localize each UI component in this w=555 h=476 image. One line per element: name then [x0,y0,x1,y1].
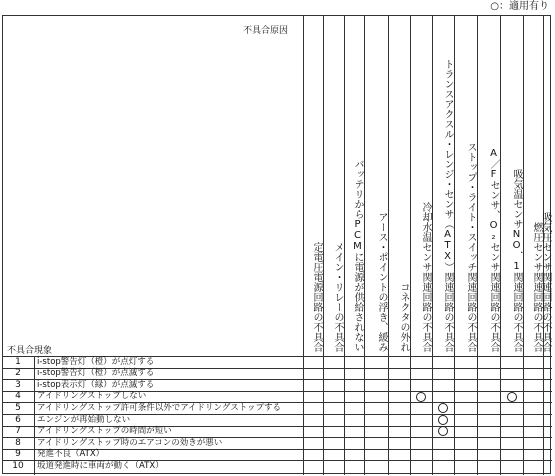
cause-header-3: バッテリからPCMに電源が供給されない [352,159,363,352]
cause-header-5: コネクタの外れ [398,282,409,352]
row-number: 2 [15,368,21,379]
symptom-text: 発進不良（ATX） [37,449,105,460]
symptom-header-label: 不具合現象 [7,346,53,356]
row-number: 7 [15,426,21,437]
cause-header-9: A／Fセンサ、O₂センサ関連回路の不具合 [488,148,499,352]
symptom-text: アイドリングストップ許可条件以外でアイドリングストップする [37,402,281,413]
cause-header-11: 燃圧センサ関連回路の不具合 [531,222,542,352]
applicable-mark-icon [438,415,448,425]
cause-header-label: 不具合原因 [242,26,288,36]
row-number: 1 [15,356,21,367]
cause-header-10: 吸気温センサNO．1関連回路の不具合 [511,169,522,352]
row-number: 8 [15,437,21,448]
symptom-text: アイドリングストップの時間が短い [37,426,172,437]
symptom-text: i-stop表示灯（緑）が点滅する [37,379,155,390]
applicable-mark-icon [438,426,448,436]
applicable-mark-icon [438,403,448,413]
applicable-mark-icon [507,392,517,402]
legend: ○：適用有り [490,1,549,12]
cause-header-2: メイン・リレーの不具合 [332,242,343,352]
row-number: 5 [15,402,21,413]
cause-header-8: ストップ・ライト・スイッチ関連回路の不具合 [465,142,476,352]
cause-header-6: 冷却水温センサ関連回路の不具合 [420,202,431,352]
cause-header-4: アース・ポイントの浮き、緩み [376,212,387,352]
symptom-text: エンジンが再始動しない [37,414,131,425]
symptom-text: i-stop警告灯（橙）が点灯する [37,356,155,367]
cause-header-1: 定電圧電源回路の不具合 [311,242,322,352]
symptom-text: アイドリングストップしない [37,391,147,402]
row-number: 3 [15,379,21,390]
row-number: 10 [12,460,24,471]
row-number: 9 [15,449,21,460]
applicability-table [2,15,551,474]
cause-header-12: 吸気圧センサ関連回路の不具合 [540,212,551,352]
symptom-text: i-stop警告灯（橙）が点滅する [37,368,155,379]
cause-header-7: トランスアクスル・レンジ・センサ（ATX）関連回路の不具合 [442,59,453,352]
row-number: 6 [15,414,21,425]
number-column-divider [34,356,35,475]
symptom-text: 坂道発進時に車両が動く（ATX） [37,460,164,471]
row-number: 4 [15,391,21,402]
symptom-text: アイドリングストップ時のエアコンの効きが悪い [37,437,223,448]
header-diagonal [3,16,303,356]
applicable-mark-icon [416,392,426,402]
